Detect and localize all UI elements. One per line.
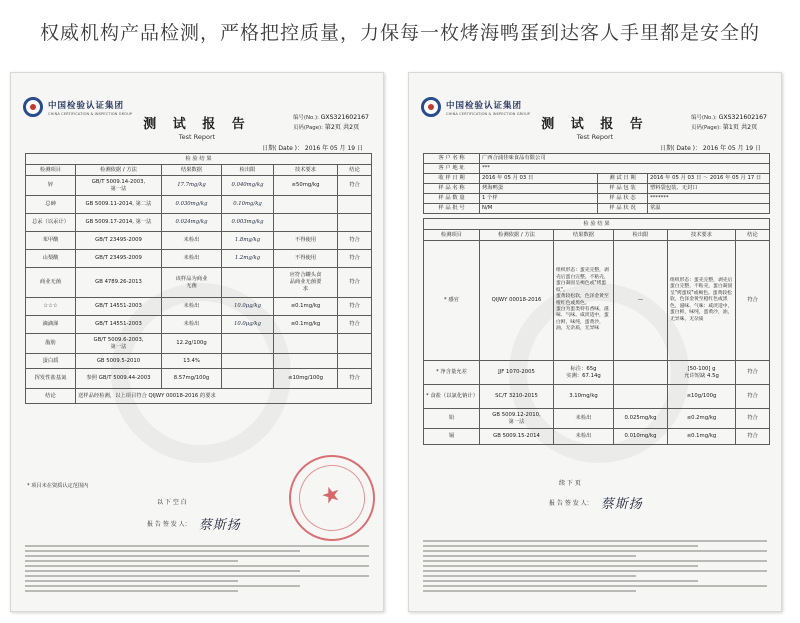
table-cell [338, 214, 372, 232]
column-header: 技术要求 [668, 230, 736, 241]
column-header: 检测依据 / 方法 [480, 230, 554, 241]
table-cell: 3.10mg/kg [554, 385, 614, 409]
table-cell: 符合 [338, 232, 372, 250]
table-row [26, 176, 372, 196]
column-header: 检出限 [222, 165, 274, 176]
footnote: * 项目未在资质认定范围内 [27, 483, 89, 489]
table-cell: 不得使用 [274, 250, 338, 268]
table-cell: GB 4789.26-2013 [76, 268, 162, 298]
column-header-row [424, 230, 770, 241]
table-cell [338, 196, 372, 214]
table-cell: — [614, 241, 668, 361]
table-cell: GB 5009.17-2014, 第一法 [76, 214, 162, 232]
column-header: 结果数据 [554, 230, 614, 241]
table-cell [338, 354, 372, 369]
table-cell [274, 354, 338, 369]
section-header: 检 验 结 果 [26, 154, 372, 165]
sample-name: 烤海鸭蛋 [480, 184, 598, 194]
column-header-row [26, 165, 372, 176]
report-title-cn: 测 试 报 告 [541, 117, 649, 132]
column-header: 检测项目 [26, 165, 76, 176]
table-cell: 总汞（以汞计） [26, 214, 76, 232]
column-header: 检测项目 [424, 230, 480, 241]
info-label: 样 品 包 装 [598, 184, 648, 194]
report-title-en: Test Report [178, 133, 216, 141]
table-cell: 17.7mg/kg [162, 176, 222, 196]
official-seal [278, 444, 384, 552]
report-title-cn: 测 试 报 告 [143, 117, 251, 132]
client-name: 广西合浦佳味食品有限公司 [480, 154, 770, 164]
table-cell: 0.003mg/kg [222, 214, 274, 232]
table-cell: 参照 GB/T 5009.44-2003 [76, 369, 162, 389]
table-cell: 苯甲酸 [26, 232, 76, 250]
page-label: 页码(Page): [691, 125, 721, 131]
info-label: 客 户 名 称 [424, 154, 480, 164]
test-report-page-1 [408, 72, 782, 612]
continued-marker: 续 下 页 [559, 480, 581, 487]
report-fine-print [423, 537, 767, 595]
table-cell [222, 334, 274, 354]
table-cell [274, 334, 338, 354]
conclusion-text: 送样品经检测，以上项目符合 QIJWY 00018-2016 的要求 [76, 389, 372, 404]
table-cell: GB/T 14551-2003 [76, 298, 162, 316]
conclusion-row [26, 389, 372, 404]
table-cell: 符合 [338, 250, 372, 268]
table-cell: GB/T 14551-2003 [76, 316, 162, 334]
org-name-cn: 中国检验认证集团 [446, 100, 523, 111]
table-cell: 12.2g/100g [162, 334, 222, 354]
table-cell: 未检出 [162, 298, 222, 316]
info-label: 测 试 日 期 [598, 174, 648, 184]
table-cell: 1.2mg/kg [222, 250, 274, 268]
table-cell [274, 214, 338, 232]
signer-label: 报 告 签 发 人： [147, 521, 191, 528]
section-header: 检 验 结 果 [424, 219, 770, 230]
table-cell: * 食盐（以氯化钠计） [424, 385, 480, 409]
table-cell: JJF 1070-2005 [480, 361, 554, 385]
table-cell: * 感官 [424, 241, 480, 361]
table-cell: 未检出 [554, 409, 614, 429]
table-cell: 符合 [338, 316, 372, 334]
table-cell: 符合 [338, 268, 372, 298]
table-cell: 符合 [736, 409, 770, 429]
table-row [26, 196, 372, 214]
page-label: 页码(Page): [293, 125, 323, 131]
table-cell: ≤50mg/kg [274, 176, 338, 196]
sample-condition: 常温 [648, 204, 770, 214]
table-row [26, 354, 372, 369]
info-label: 样 品 状 况 [598, 204, 648, 214]
report-fine-print [25, 542, 369, 595]
report-no: GXS321602167 [718, 114, 767, 121]
table-cell [222, 268, 274, 298]
table-cell: ☆☆☆ [26, 298, 76, 316]
table-cell: SC/T 3210-2015 [480, 385, 554, 409]
received-date: 2016 年 05 月 03 日 [480, 174, 598, 184]
table-row [26, 316, 372, 334]
table-cell: GB 5009.12-2010, 第一法 [480, 409, 554, 429]
sample-package: 塑料袋包装、无封口 [648, 184, 770, 194]
table-cell: ≤0.2mg/kg [668, 409, 736, 429]
info-label: 样 品 状 态 [598, 194, 648, 204]
signer-label: 报 告 签 发 人： [549, 500, 593, 507]
org-name-en: CHINA CERTIFICATION & INSPECTION GROUP [48, 111, 133, 116]
page-number: 第2页 共2页 [324, 124, 360, 131]
column-header: 结论 [338, 165, 372, 176]
table-cell: 应符合罐头食 品商业无菌要 求 [274, 268, 338, 298]
results-table [25, 153, 372, 404]
info-label: 样 品 数 量 [424, 194, 480, 204]
section-header-row [26, 154, 372, 165]
results-table [423, 218, 770, 445]
column-header: 结果数据 [162, 165, 222, 176]
column-header: 技术要求 [274, 165, 338, 176]
table-row [424, 361, 770, 385]
info-label: 样 品 批 号 [424, 204, 480, 214]
signature: 蔡斯扬 [600, 497, 643, 512]
table-cell: QIJWY 00018-2016 [480, 241, 554, 361]
table-row [424, 409, 770, 429]
table-cell: 10.0μg/kg [222, 298, 274, 316]
sensory-row [424, 241, 770, 361]
table-cell: 镉 [424, 429, 480, 445]
table-cell: 未检出 [554, 429, 614, 445]
report-title-en: Test Report [576, 133, 614, 141]
table-row [26, 268, 372, 298]
table-cell: 10.0μg/kg [222, 316, 274, 334]
signer-row [549, 493, 643, 512]
table-cell: 脂肪 [26, 334, 76, 354]
column-header: 检出限 [614, 230, 668, 241]
table-cell: GB/T 5009.14-2003, 第一法 [76, 176, 162, 196]
column-header: 检测依据 / 方法 [76, 165, 162, 176]
test-report-page-2 [10, 72, 384, 612]
table-cell: ≤10g/100g [668, 385, 736, 409]
blank-below-marker: 以 下 空 白 [157, 499, 187, 506]
page-number: 第1页 共2页 [722, 124, 758, 131]
info-label: 样 品 名 称 [424, 184, 480, 194]
sample-batch: N/M [480, 204, 598, 214]
table-cell: 组织形态：蛋壳完整，剥壳后蛋白完整，不粘壳，蛋白凝固呈褐色或"烤蛋纹"。 蛋黄较松软，色泽金黄至橙红色或黑色。 蛋白为蛋类特有香味，滋味、气味。咸淡适中，蛋白鲜，味纯，蛋黄沙，油，无杂质，无异味 [554, 241, 614, 361]
table-cell [338, 334, 372, 354]
column-header: 结论 [736, 230, 770, 241]
report-no-label: 编号(No.): [691, 115, 717, 121]
table-cell: ≤10mg/100g [274, 369, 338, 389]
table-cell: 该样品为商业 无菌 [162, 268, 222, 298]
table-cell [614, 361, 668, 385]
report-date: 日期( Date )： 2016 年 05 月 19 日 [660, 145, 761, 152]
client-address: *** [480, 164, 770, 174]
table-cell: 符合 [736, 361, 770, 385]
report-date: 日期( Date )： 2016 年 05 月 19 日 [262, 145, 363, 152]
table-cell: 符合 [736, 241, 770, 361]
table-cell: GB/T 23495-2009 [76, 250, 162, 268]
table-cell: [50-100] g 允许短缺 4.5g [668, 361, 736, 385]
table-cell: ≤0.1mg/kg [274, 298, 338, 316]
table-row [424, 429, 770, 445]
table-cell: 商业无菌 [26, 268, 76, 298]
table-row [26, 250, 372, 268]
table-cell [274, 196, 338, 214]
table-cell: 未检出 [162, 250, 222, 268]
table-row [26, 214, 372, 232]
signature: 蔡斯扬 [198, 518, 241, 533]
table-cell: 0.10mg/kg [222, 196, 274, 214]
table-cell: 蛋白质 [26, 354, 76, 369]
seal-star-icon: ★ [317, 480, 345, 511]
info-label: 收 样 日 期 [424, 174, 480, 184]
table-cell: GB/T 5009.6-2003, 第一法 [76, 334, 162, 354]
table-cell [222, 354, 274, 369]
table-cell: ≤0.1mg/kg [668, 429, 736, 445]
table-cell: 8.57mg/100g [162, 369, 222, 389]
report-no: GXS321602167 [320, 114, 369, 121]
table-cell: 0.030mg/kg [162, 196, 222, 214]
table-cell: 1.8mg/kg [222, 232, 274, 250]
table-row [26, 232, 372, 250]
report-meta [293, 113, 369, 133]
conclusion-label: 结论 [26, 389, 76, 404]
sample-info-table [423, 153, 770, 214]
info-label: 客 户 地 址 [424, 164, 480, 174]
section-header-row [424, 219, 770, 230]
table-cell: * 净含量允差 [424, 361, 480, 385]
table-cell: 13.4% [162, 354, 222, 369]
page-headline: 权威机构产品检测，严格把控质量，力保每一枚烤海鸭蛋到达客人手里都是安全的 [39, 22, 760, 44]
table-cell: 不得使用 [274, 232, 338, 250]
table-row [26, 334, 372, 354]
sample-state: ******* [648, 194, 770, 204]
table-cell: 符合 [736, 429, 770, 445]
table-cell: GB/T 23495-2009 [76, 232, 162, 250]
table-cell: 未检出 [162, 232, 222, 250]
org-name-en: CHINA CERTIFICATION & INSPECTION GROUP [446, 111, 531, 116]
table-cell: 符合 [338, 176, 372, 196]
table-cell: 0.010mg/kg [614, 429, 668, 445]
table-cell: 山梨酸 [26, 250, 76, 268]
table-cell: ≤0.1mg/kg [274, 316, 338, 334]
table-cell: 组织形态：蛋壳完整，剥壳后蛋白完整，不粘壳，蛋白凝固呈"烤蛋纹"或褐色。蛋黄较松软，色泽金黄至橙红色或黑色，滋味、气味：咸淡适中，蛋白鲜，味纯，蛋黄沙，油，无异味，无杂质 [668, 241, 736, 361]
table-cell: 0.025mg/kg [614, 409, 668, 429]
table-cell: 符合 [338, 298, 372, 316]
org-name-cn: 中国检验认证集团 [48, 100, 125, 111]
table-cell: GB 5009.5-2010 [76, 354, 162, 369]
table-row [26, 369, 372, 389]
table-cell: 标注：65g 实测：67.14g [554, 361, 614, 385]
table-cell: GB 5009.11-2014, 第二法 [76, 196, 162, 214]
table-cell: 滴滴涕 [26, 316, 76, 334]
signer-row [147, 514, 241, 533]
table-cell: GB 5009.15-2014 [480, 429, 554, 445]
table-row [26, 298, 372, 316]
report-meta [691, 113, 767, 133]
table-cell: 符合 [338, 369, 372, 389]
sample-quantity: 1 个样 [480, 194, 598, 204]
test-date: 2016 年 05 月 03 日 ～ 2016 年 05 月 17 日 [648, 174, 770, 184]
table-cell: 0.024mg/kg [162, 214, 222, 232]
table-cell [222, 369, 274, 389]
table-cell: 挥发性盐基氮 [26, 369, 76, 389]
table-cell: 铅 [424, 409, 480, 429]
table-cell: 符合 [736, 385, 770, 409]
report-no-label: 编号(No.): [293, 115, 319, 121]
table-cell: 未检出 [162, 316, 222, 334]
table-cell: 0.040mg/kg [222, 176, 274, 196]
table-cell: 锌 [26, 176, 76, 196]
table-cell: 总砷 [26, 196, 76, 214]
table-row [424, 385, 770, 409]
table-cell [614, 385, 668, 409]
